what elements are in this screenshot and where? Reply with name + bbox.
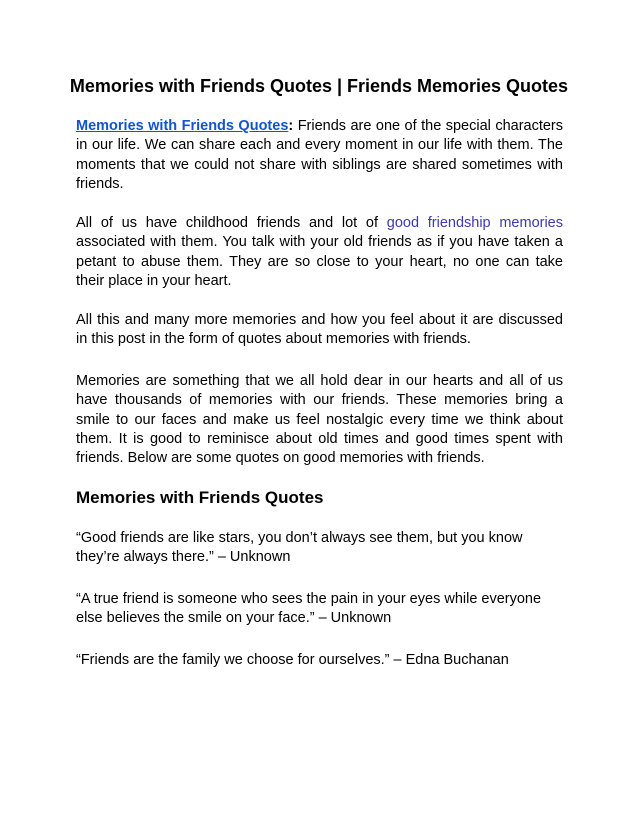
document-title: Memories with Friends Quotes | Friends Memories Quotes [69,76,569,96]
intro-colon: : [288,118,294,134]
friendship-memories-link[interactable]: good friendship memories [386,215,563,231]
quote-item: “Good friends are like stars, you don’t always see them, but you know they’re always there.” – Unknown [76,530,523,566]
section-heading: Memories with Friends Quotes [76,488,324,507]
memories-quotes-link[interactable]: Memories with Friends Quotes [76,118,289,134]
para2-before-text: All of us have childhood friends and lot of [76,215,387,231]
intro-paragraph [76,117,563,194]
quote-item: “A true friend is someone who sees the pain in your eyes while everyone else believes the smile on your face.” – Unknown [76,591,542,627]
para2-after-text: associated with them. You talk with your old friends as if you have taken a petant to abuse them. They are so close to your heart, no one can take their place in your heart. [76,234,563,289]
discussion-paragraph: All this and many more memories and how you feel about it are discussed in this post in the form of quotes about memories with friends. [76,312,563,348]
quote-item: “Friends are the family we choose for ourselves.” – Edna Buchanan [76,652,509,668]
memories-paragraph: Memories are something that we all hold dear in our hearts and all of us have thousands of memories with our friends. These memories bring a smile to our faces and make us feel nostalgic every time we think about them. It is good to reminisce about old times and good times spent with friends. Below are some quotes on good memories with friends. [76,373,563,467]
intro-text: Friends are one of the special characters in our life. We can share each and every moment in our life with them. The moments that we could not share with siblings are shared sometimes with friends. [76,118,564,192]
childhood-friends-paragraph [76,214,563,291]
